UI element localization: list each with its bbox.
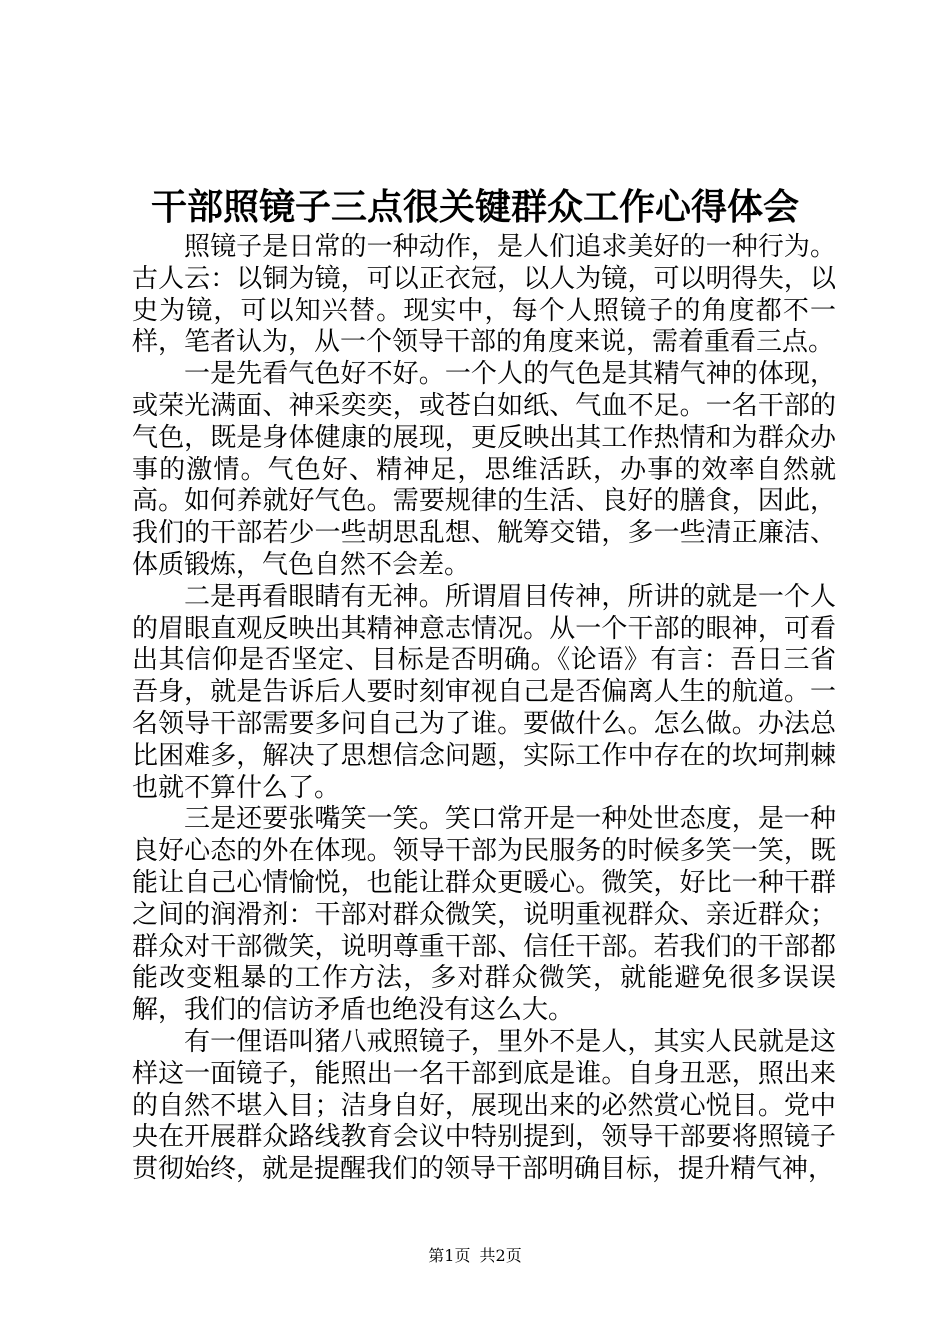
document-title: 干部照镜子三点很关键群众工作心得体会: [150, 186, 799, 228]
paragraph-point-three: 三是还要张嘴笑一笑。笑口常开是一种处世态度，是一种良好心态的外在体现。领导干部为民服务的时候多笑一笑，既能让自己心情愉悦，也能让群众更暖心。微笑，好比一种干群之间的润滑剂：干部对群众微笑，说明重视群众、亲近群众；群众对干部微笑，说明尊重干部、信任干部。若我们的干部都能改变粗暴的工作方法，多对群众微笑，就能避免很多误误解，我们的信访矛盾也绝没有这么大。: [132, 804, 836, 1026]
paragraph-point-two: 二是再看眼睛有无神。所谓眉目传神，所讲的就是一个人的眉眼直观反映出其精神意志情况。从一个干部的眼神，可看出其信仰是否坚定、目标是否明确。《论语》有言：吾日三省吾身，就是告诉后人要时刻审视自己是否偏离人生的航道。一名领导干部需要多问自己为了谁。要做什么。怎么做。办法总比困难多，解决了思想信念问题，实际工作中存在的坎坷荆棘也就不算什么了。: [132, 581, 836, 803]
page-footer: [0, 1244, 950, 1268]
paragraph-conclusion: 有一俚语叫猪八戒照镜子，里外不是人，其实人民就是这样这一面镜子，能照出一名干部到底是谁。自身丑恶，照出来的自然不堪入目；洁身自好，展现出来的必然赏心悦目。党中央在开展群众路线教育会议中特别提到，领导干部要将照镜子贯彻始终，就是提醒我们的领导干部明确目标，提升精气神，: [132, 1026, 836, 1185]
page-total: 共2页: [479, 1246, 522, 1265]
paragraph-point-one: 一是先看气色好不好。一个人的气色是其精气神的体现，或荣光满面、神采奕奕，或苍白如纸、气血不足。一名干部的气色，既是身体健康的展现，更反映出其工作热情和为群众办事的激情。气色好、精神足，思维活跃，办事的效率自然就高。如何养就好气色。需要规律的生活、良好的膳食，因此，我们的干部若少一些胡思乱想、觥筹交错，多一些清正廉洁、体质锻炼，气色自然不会差。: [132, 359, 836, 580]
paragraph-intro: 照镜子是日常的一种动作，是人们追求美好的一种行为。古人云：以铜为镜，可以正衣冠，以人为镜，可以明得失，以史为镜，可以知兴替。现实中，每个人照镜子的角度都不一样，笔者认为，从一个领导干部的角度来说，需着重看三点。: [132, 232, 836, 358]
document-body: [132, 232, 836, 1186]
page-number: 第1页: [428, 1246, 471, 1265]
